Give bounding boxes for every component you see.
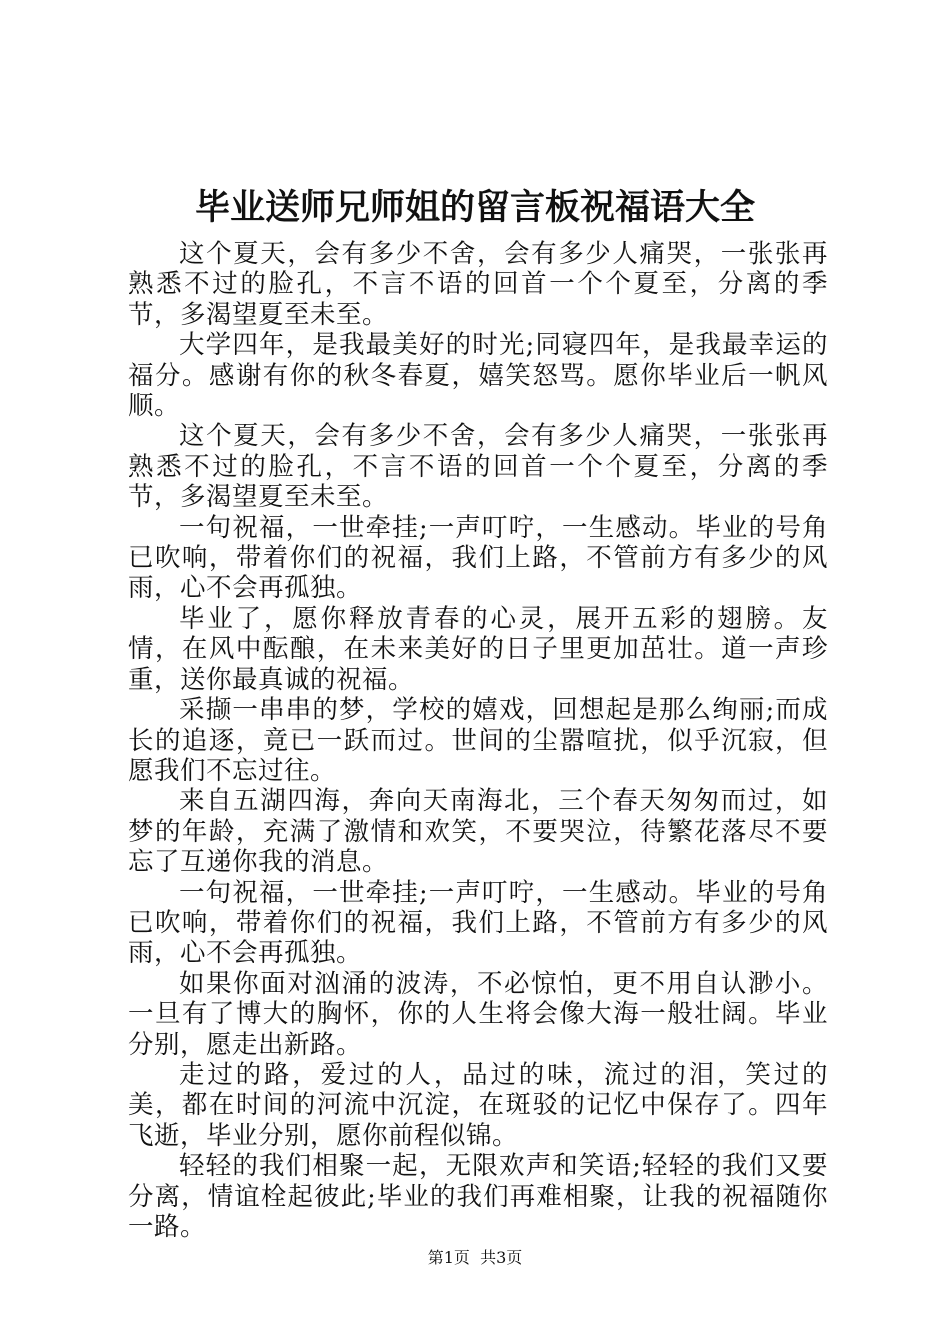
page-number: 第1页 <box>427 1248 470 1267</box>
paragraph-9: 如果你面对汹涌的波涛，不必惊怕，更不用自认渺小。一旦有了博大的胸怀，你的人生将会像大海一般壮阔。毕业分别，愿走出新路。 <box>128 968 828 1060</box>
page-footer <box>0 1248 950 1268</box>
paragraph-8: 一句祝福，一世牵挂;一声叮咛，一生感动。毕业的号角已吹响，带着你们的祝福，我们上路，不管前方有多少的风雨，心不会再孤独。 <box>128 877 828 969</box>
paragraph-4: 一句祝福，一世牵挂;一声叮咛，一生感动。毕业的号角已吹响，带着你们的祝福，我们上路，不管前方有多少的风雨，心不会再孤独。 <box>128 512 828 604</box>
paragraph-1: 这个夏天，会有多少不舍，会有多少人痛哭，一张张再熟悉不过的脸孔，不言不语的回首一个个夏至，分离的季节，多渴望夏至未至。 <box>128 239 828 330</box>
paragraph-6: 采撷一串串的梦，学校的嬉戏，回想起是那么绚丽;而成长的追逐，竟已一跃而过。世间的尘嚣喧扰，似乎沉寂，但愿我们不忘过往。 <box>128 695 828 786</box>
paragraph-5: 毕业了，愿你释放青春的心灵，展开五彩的翅膀。友情，在风中酝酿，在未来美好的日子里更加茁壮。道一声珍重，送你最真诚的祝福。 <box>128 603 828 695</box>
document-title: 毕业送师兄师姐的留言板祝福语大全 <box>194 187 755 228</box>
paragraph-3: 这个夏天，会有多少不舍，会有多少人痛哭，一张张再熟悉不过的脸孔，不言不语的回首一个个夏至，分离的季节，多渴望夏至未至。 <box>128 421 828 513</box>
paragraph-10: 走过的路，爱过的人，品过的味，流过的泪，笑过的美，都在时间的河流中沉淀，在斑驳的记忆中保存了。四年飞逝，毕业分别，愿你前程似锦。 <box>128 1059 828 1151</box>
paragraph-11: 轻轻的我们相聚一起，无限欢声和笑语;轻轻的我们又要分离，情谊栓起彼此;毕业的我们再难相聚，让我的祝福随你一路。 <box>128 1151 828 1242</box>
paragraph-7: 来自五湖四海，奔向天南海北，三个春天匆匆而过，如梦的年龄，充满了激情和欢笑，不要哭泣，待繁花落尽不要忘了互递你我的消息。 <box>128 786 828 878</box>
page-total: 共3页 <box>480 1248 523 1267</box>
paragraph-2: 大学四年，是我最美好的时光;同寝四年，是我最幸运的福分。感谢有你的秋冬春夏，嬉笑怒骂。愿你毕业后一帆风顺。 <box>128 330 828 422</box>
document-body <box>128 239 828 1242</box>
